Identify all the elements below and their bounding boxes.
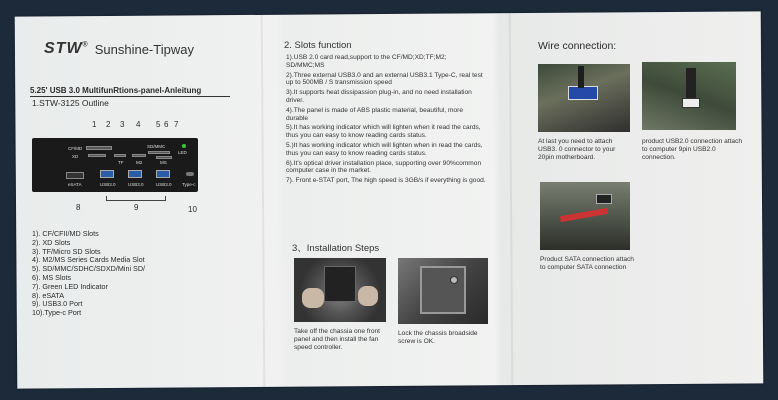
install-photo-2: [398, 258, 488, 324]
legend-item: 8). eSATA: [32, 290, 65, 300]
label-sdmmc: SD/MMC: [147, 144, 166, 149]
label-tf: TF: [118, 160, 124, 165]
legend-item: 4). M2/MS Series Cards Media Slot: [32, 255, 145, 265]
usb3-port-2: [128, 170, 142, 178]
label-esata: eSATA: [68, 182, 82, 187]
wire-caption-1: At last you need to attach USB3. 0 connector to your 20pin motherboard.: [538, 138, 616, 161]
usb2-cable: [686, 68, 696, 98]
label-ms: MS: [160, 160, 167, 165]
cable: [578, 66, 584, 88]
wire-photo-usb2: [642, 62, 736, 130]
wire-connection-heading: Wire connection:: [538, 40, 617, 52]
callout-number: 6: [164, 120, 169, 129]
function-item: 2).Three external USB3.0 and an external USB3.1 Type-C, real test up to 500MB / S transmission speed: [286, 71, 483, 87]
legend-item: 9). USB3.0 Port: [32, 299, 83, 309]
label-cf: CF/MD: [68, 146, 83, 151]
cf-slot: [86, 146, 112, 150]
callout-number: 7: [174, 120, 179, 129]
label-m2: M2: [136, 160, 143, 165]
label-led: LED: [178, 150, 187, 155]
wire-caption-2: product USB2.0 connection attach to computer 9pin USB2.0 connection.: [642, 138, 743, 161]
installation-heading: 3、Installation Steps: [292, 243, 380, 254]
legend-item: 2). XD Slots: [32, 237, 71, 247]
callout-number: 3: [120, 120, 125, 129]
sata-connector: [596, 194, 612, 204]
slots-function-heading: 2. Slots function: [284, 40, 352, 51]
label-usb3: USB3.0: [156, 182, 172, 187]
function-item: 5).It has working indicator which will lighten when it read the cards, thus you can easy to know reading cards status.: [286, 124, 481, 140]
function-item: 6).It's optical driver installation place, supporting over 90%common computer case in the market.: [286, 159, 482, 175]
callout-number: 2: [106, 120, 111, 129]
typec-port: [186, 172, 194, 176]
ms-slot: [156, 156, 172, 159]
legend-item: 1). CF/CFII/MD Slots: [32, 229, 99, 238]
function-item: 4).The panel is made of ABS plastic material, beautiful, more durable: [286, 106, 464, 122]
front-panel-diagram: [32, 138, 198, 192]
brand-logo: STW®: [44, 40, 89, 57]
function-item: 5.)It has working indicator which will lighten when in read the cards, thus you can easy to know reading cards status.: [286, 141, 483, 157]
brand-header: [44, 40, 194, 58]
sd-slot: [148, 151, 170, 154]
usb3-header: [568, 86, 598, 100]
usb3-port-1: [100, 170, 114, 178]
usb2-header: [682, 98, 700, 108]
callout-number: 8: [76, 203, 81, 212]
hand-left: [302, 288, 324, 308]
legend-item: 7). Green LED Indicator: [32, 281, 108, 291]
screw-icon: [450, 276, 458, 284]
function-item: 3).It supports heat dissipassion plug-in, and no need installation driver.: [286, 89, 472, 104]
slots-function-list: [286, 54, 486, 187]
fold-line-left: [261, 15, 266, 387]
legend-item: 3). TF/Micro SD Slots: [32, 246, 101, 256]
install-caption-2: Lock the chassis broadside screw is OK.: [398, 330, 478, 345]
install-photo-1: [294, 258, 386, 322]
legend-item: 6). MS Slots: [32, 272, 72, 282]
label-usb1: USB3.0: [100, 182, 116, 187]
callout-number: 4: [136, 120, 141, 129]
port-legend: [32, 230, 145, 318]
usb-bracket: [106, 196, 166, 201]
esata-port: [66, 172, 84, 179]
install-caption-1: Take off the chassia one front panel and then install the fan speed controller.: [294, 328, 381, 351]
led-indicator: [182, 144, 186, 148]
callout-number: 1: [92, 120, 97, 129]
wire-photo-sata: [540, 182, 630, 250]
brand-name: Sunshine-Tipway: [94, 41, 194, 57]
function-item: 1).USB 2.0 card read,support to the CF/MD;XD;TF;M2; SD/MMC;MS: [286, 54, 447, 69]
function-item: 7). Front e-STAT port, The high speed is 3GB/s if everything is good.: [286, 177, 486, 185]
tf-slot: [114, 154, 126, 157]
chassis-bracket: [420, 266, 466, 314]
callout-number: 5: [156, 120, 161, 129]
legend-item: 10).Type-c Port: [32, 308, 82, 318]
wire-caption-3: Product SATA connection attach to computer SATA connection: [540, 256, 634, 271]
hand-right: [358, 286, 378, 306]
label-usb2: USB3.0: [128, 182, 144, 187]
label-typec: Type-c: [182, 182, 196, 187]
callout-number: 10: [188, 205, 197, 214]
xd-slot: [88, 154, 106, 157]
label-xd: XD: [72, 154, 79, 159]
controller-panel: [324, 266, 356, 302]
wire-photo-usb3: [538, 64, 630, 132]
model-title: 5.25' USB 3.0 MultifunRtions-panel-Anleitung: [30, 86, 230, 97]
callout-number: 9: [134, 203, 139, 212]
outline-heading: 1.STW-3125 Outline: [32, 98, 109, 108]
fold-line-right: [509, 13, 514, 385]
usb3-port-3: [156, 170, 170, 178]
legend-item: 5). SD/MMC/SDHC/SDXD/Mini SD/: [32, 264, 146, 274]
m2-slot: [132, 154, 146, 157]
